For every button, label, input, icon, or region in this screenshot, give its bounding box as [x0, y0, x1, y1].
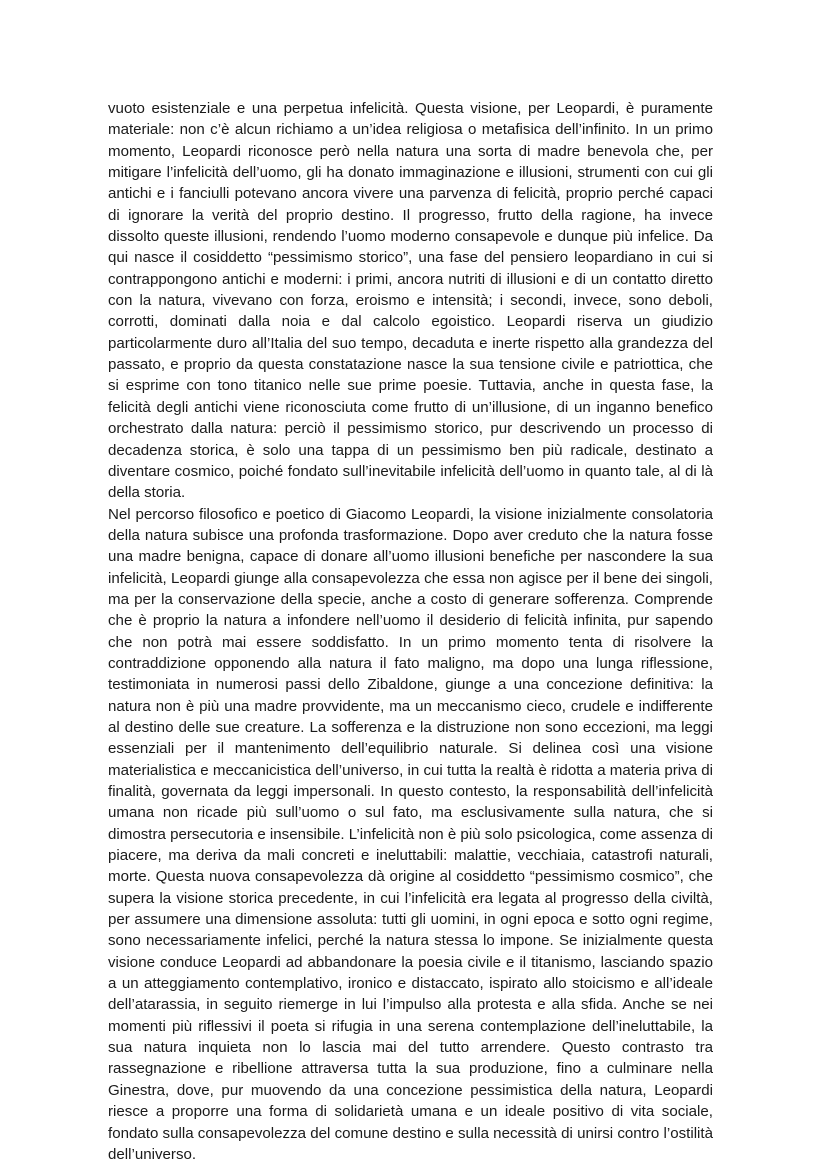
paragraph-pessimismo-cosmico: Nel percorso filosofico e poetico di Giacomo Leopardi, la visione inizialmente consolatoria della natura subisce una profonda trasformazione. Dopo aver creduto che la natura fosse una madre benigna, capace di donare all’uomo illusioni benefiche per nascondere la sua infelicità, Leopardi giunge alla consapevolezza che essa non agisce per il bene dei singoli, ma per la conservazione della specie, anche a costo di generare sofferenza. Comprende che è proprio la natura a infondere nell’uomo il desiderio di felicità infinita, pur sapendo che non potrà mai essere soddisfatto. In un primo momento tenta di risolvere la contraddizione opponendo alla natura il fato maligno, ma dopo una lunga riflessione, testimoniata in numerosi passi dello Zibaldone, giunge a una concezione definitiva: la natura non è più una madre provvidente, ma un meccanismo cieco, crudele e indifferente al destino delle sue creature. La sofferenza e la distruzione non sono eccezioni, ma leggi essenziali per il mantenimento dell’equilibrio naturale. Si delinea così una visione materialistica e meccanicistica dell’universo, in cui tutta la realtà è ridotta a materia priva di finalità, governata da leggi impersonali. In questo contesto, la responsabilità dell’infelicità umana non ricade più sull’uomo o sul fato, ma esclusivamente sulla natura, che si dimostra persecutoria e insensibile. L’infelicità non è più solo psicologica, come assenza di piacere, ma deriva da mali concreti e ineluttabili: malattie, vecchiaia, catastrofi naturali, morte. Questa nuova consapevolezza dà origine al cosiddetto “pessimismo cosmico”, che supera la visione storica precedente, in cui l’infelicità era legata al progresso della civiltà, per assumere una dimensione assoluta: tutti gli uomini, in ogni epoca e sotto ogni regime, sono necessariamente infelici, perché la natura stessa lo impone. Se inizialmente questa visione conduce Leopardi ad abbandonare la poesia civile e il titanismo, lasciando spazio a un atteggiamento contemplativo, ironico e distaccato, ispirato allo stoicismo e all’ideale dell’atarassia, in seguito riemerge in lui l’impulso alla protesta e alla sfida. Anche se nei momenti più riflessivi il poeta si rifugia in una serena contemplazione dell’ineluttabile, la sua natura inquieta non lo lascia mai del tutto arrendere. Questo contrasto tra rassegnazione e ribellione attraversa tutta la sua produzione, fino a culminare nella Ginestra, dove, pur muovendo da una concezione pessimistica della natura, Leopardi riesce a proporre una forma di solidarietà umana e un ideale positivo di vita sociale, fondato sulla consapevolezza del comune destino e sulla necessità di unirsi contro l’ostilità dell’universo.	[108, 505, 713, 1163]
paragraph-pessimismo-storico: vuoto esistenziale e una perpetua infelicità. Questa visione, per Leopardi, è puramente materiale: non c’è alcun richiamo a un’idea religiosa o metafisica dell’infinito. In un primo momento, Leopardi riconosce però nella natura una sorta di madre benevola che, per mitigare l’infelicità dell’uomo, gli ha donato immaginazione e illusioni, strumenti con cui gli antichi e i fanciulli potevano ancora vivere una parvenza di felicità, proprio perché capaci di ignorare la verità del proprio destino. Il progresso, frutto della ragione, ha invece dissolto queste illusioni, rendendo l’uomo moderno consapevole e dunque più infelice. Da qui nasce il cosiddetto “pessimismo storico”, una fase del pensiero leopardiano in cui si contrappongono antichi e moderni: i primi, ancora nutriti di illusioni e di un contatto diretto con la natura, vivevano con forza, eroismo e intensità; i secondi, invece, sono deboli, corrotti, dominati dalla noia e dal calcolo egoistico. Leopardi riserva un giudizio particolarmente duro all’Italia del suo tempo, decaduta e inerte rispetto alla grandezza del passato, e proprio da questa constatazione nasce la sua tensione civile e patriottica, che si esprime con tono titanico nelle sue prime poesie. Tuttavia, anche in questa fase, la felicità degli antichi viene riconosciuta come frutto di un’illusione, di un inganno benefico orchestrato dalla natura: perciò il pessimismo storico, pur descrivendo un processo di decadenza storica, è solo una tappa di un pessimismo ben più radicale, destinato a diventare cosmico, poiché fondato sull’inevitabile infelicità dell’uomo in quanto tale, al di là della storia.	[108, 100, 713, 502]
body-text	[108, 98, 713, 1165]
